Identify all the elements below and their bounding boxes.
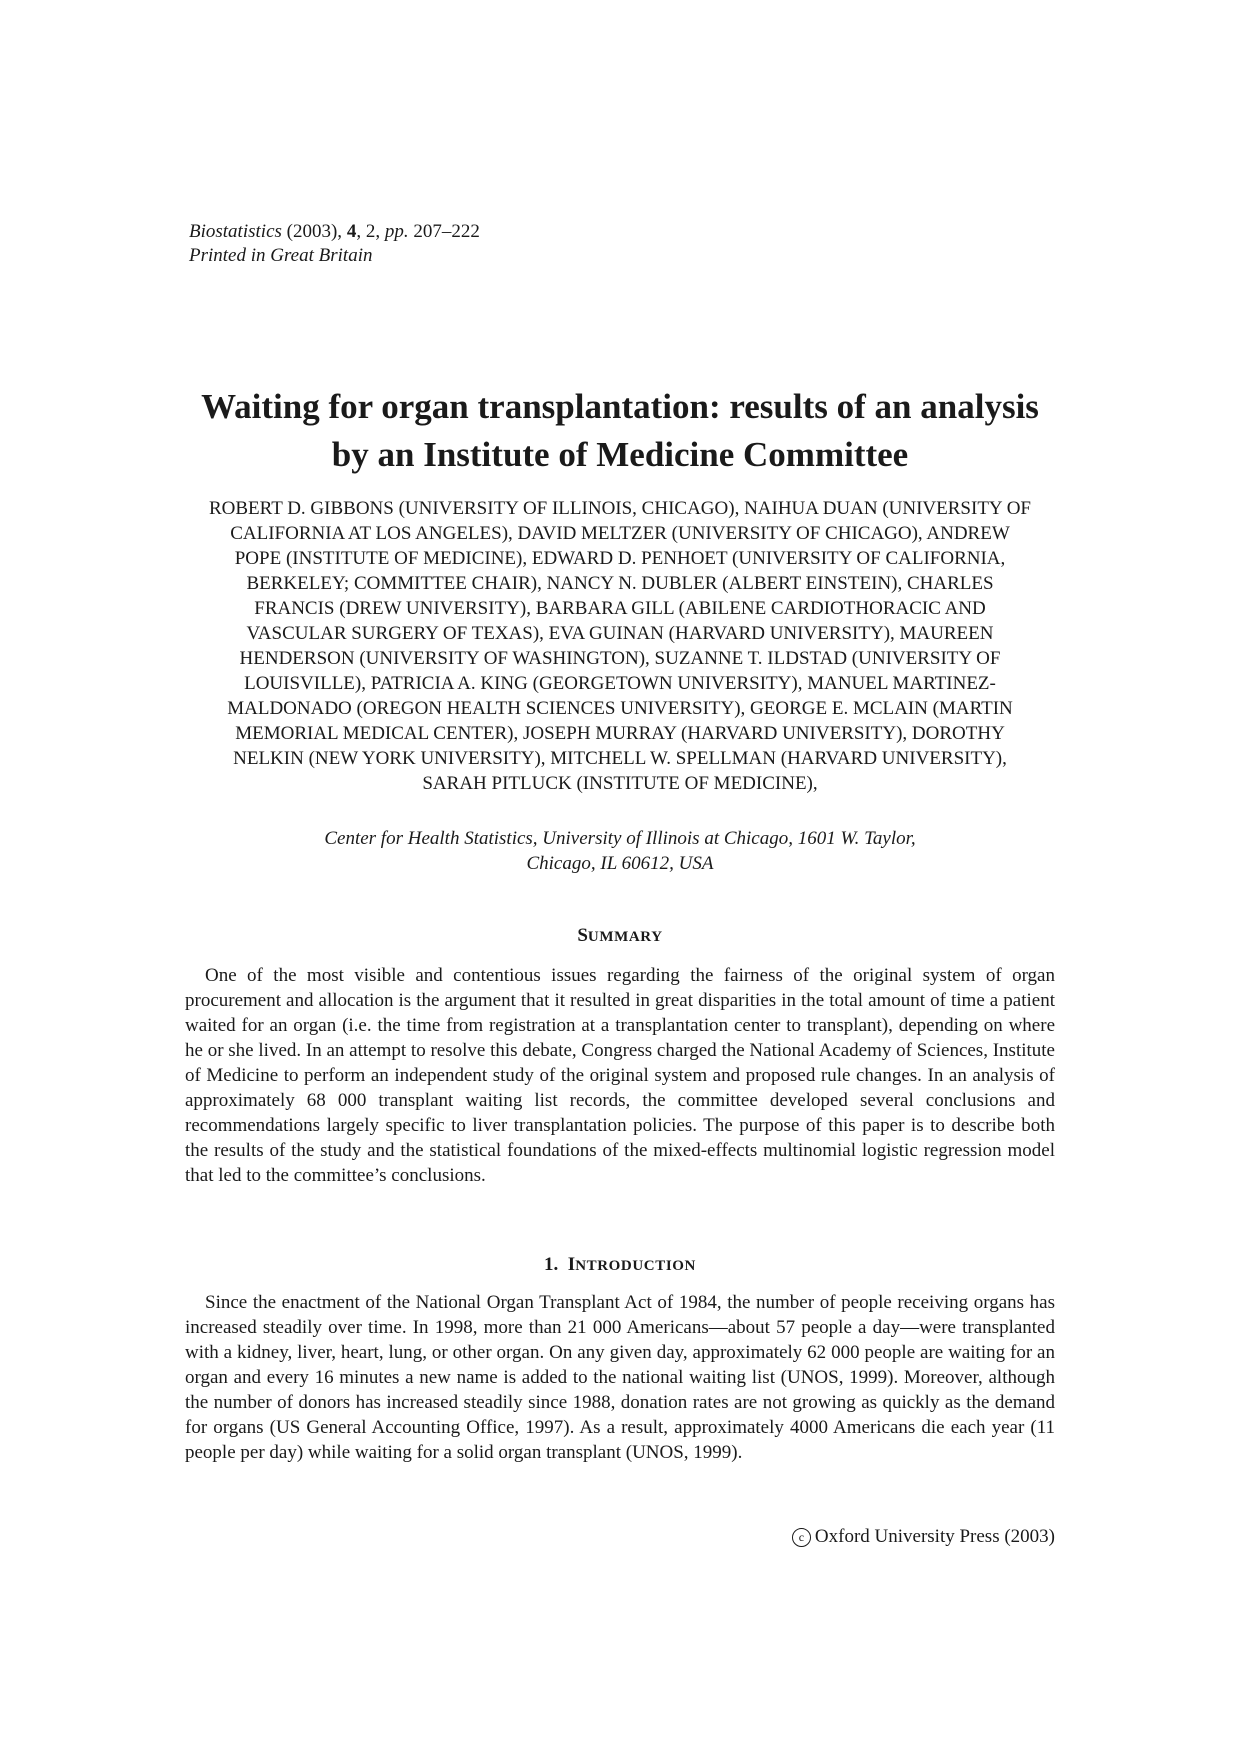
copyright-text: Oxford University Press (2003) <box>814 1526 1055 1547</box>
introduction-heading-rest: NTRODUCTION <box>575 1258 696 1274</box>
paper-title: Waiting for organ transplantation: results of an analysis by an Institute of Medicine Committee <box>201 387 1039 474</box>
summary-heading <box>185 924 1055 949</box>
summary-heading-rest: UMMARY <box>587 929 663 945</box>
pages-label: pp. <box>384 221 409 242</box>
affiliation-line-1: Center for Health Statistics, University of Illinois at Chicago, 1601 W. Taylor, <box>324 828 916 849</box>
introduction-heading-initial: I <box>567 1254 576 1275</box>
summary-paragraph: One of the most visible and contentious issues regarding the fairness of the original system of organ procurement and allocation is the argument that it resulted in great disparities in the total amount of time a patient waited for an organ (i.e. the time from registration at a transplantation center to transplant), depending on where he or she lived. In an attempt to resolve this debate, Congress charged the National Academy of Sciences, Institute of Medicine to perform an independent study of the original system and proposed rule changes. In an analysis of approximately 68 000 transplant waiting list records, the committee developed several conclusions and recommendations largely specific to liver transplantation policies. The purpose of this paper is to describe both the results of the study and the statistical foundations of the mixed-effects multinomial logistic regression model that led to the committee’s conclusions. <box>185 965 1055 1186</box>
author-list: ROBERT D. GIBBONS (UNIVERSITY OF ILLINOIS, CHICAGO), NAIHUA DUAN (UNIVERSITY OF CALIFORNIA AT LOS ANGELES), DAVID MELTZER (UNIVERSITY OF CHICAGO), ANDREW POPE (INSTITUTE OF MEDICINE), EDWARD D. PENHOET (UNIVERSITY OF CALIFORNIA, BERKELEY; COMMITTEE CHAIR), NANCY N. DUBLER (ALBERT EINSTEIN), CHARLES FRANCIS (DREW UNIVERSITY), BARBARA GILL (ABILENE CARDIOTHORACIC AND VASCULAR SURGERY OF TEXAS), EVA GUINAN (HARVARD UNIVERSITY), MAUREEN HENDERSON (UNIVERSITY OF WASHINGTON), SUZANNE T. ILDSTAD (UNIVERSITY OF LOUISVILLE), PATRICIA A. KING (GEORGETOWN UNIVERSITY), MANUEL MARTINEZ-MALDONADO (OREGON HEALTH SCIENCES UNIVERSITY), GEORGE E. MCLAIN (MARTIN MEMORIAL MEDICAL CENTER), JOSEPH MURRAY (HARVARD UNIVERSITY), DOROTHY NELKIN (NEW YORK UNIVERSITY), MITCHELL W. SPELLMAN (HARVARD UNIVERSITY), SARAH PITLUCK (INSTITUTE OF MEDICINE), <box>208 498 1031 794</box>
summary-heading-initial: S <box>577 925 588 946</box>
copyright-notice <box>792 1525 1055 1549</box>
copyright-icon: c <box>792 1528 811 1547</box>
journal-volume: 4 <box>346 221 357 242</box>
journal-name: Biostatistics <box>189 221 282 242</box>
journal-issue: , 2, <box>356 221 381 242</box>
journal-info <box>189 220 480 268</box>
introduction-paragraph: Since the enactment of the National Organ Transplant Act of 1984, the number of people receiving organs has increased steadily over time. In 1998, more than 21 000 Americans—about 57 people a day—were transplanted with a kidney, liver, heart, lung, or other organ. On any given day, approximately 62 000 people are waiting for an organ and every 16 minutes a new name is added to the national waiting list (UNOS, 1999). Moreover, although the number of donors has increased steadily since 1988, donation rates are not growing as quickly as the demand for organs (US General Accounting Office, 1997). As a result, approximately 4000 Americans die each year (11 people per day) while waiting for a solid organ transplant (UNOS, 1999). <box>185 1292 1055 1463</box>
journal-year: (2003), <box>286 221 343 242</box>
introduction-heading <box>185 1253 1055 1278</box>
introduction-number: 1. <box>544 1254 559 1275</box>
journal-pages: 207–222 <box>413 221 480 242</box>
printed-line: Printed in Great Britain <box>189 245 373 266</box>
affiliation <box>215 826 1025 876</box>
affiliation-line-2: Chicago, IL 60612, USA <box>526 853 714 874</box>
citation-line <box>189 220 480 244</box>
